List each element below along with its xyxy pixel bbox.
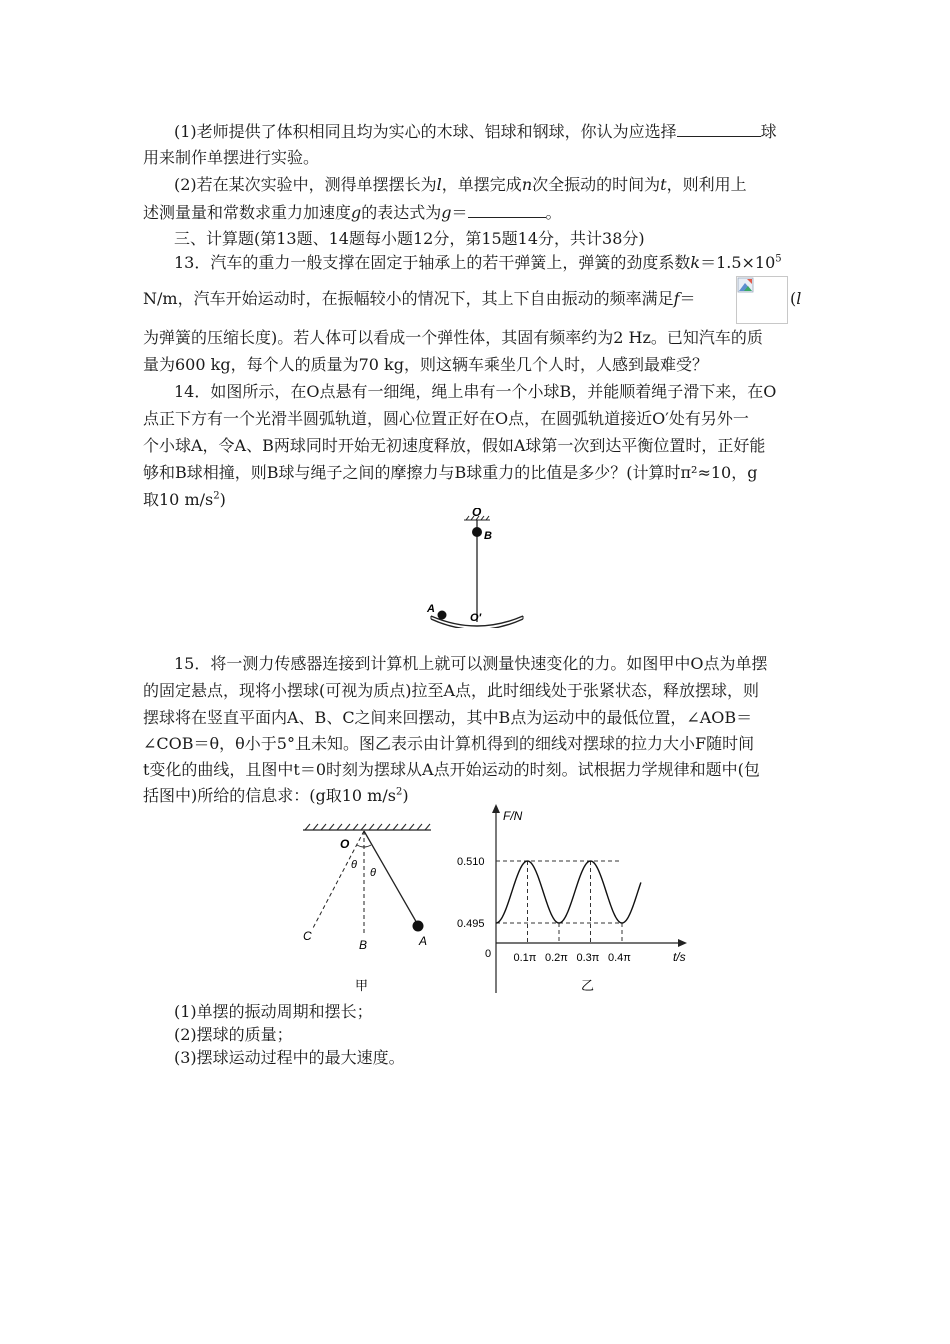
ball-B bbox=[472, 527, 482, 537]
q14-line2: 点正下方有一个光滑半圆弧轨道，圆心位置正好在O点，在圆弧轨道接近O′处有另外一 bbox=[143, 409, 749, 428]
label-A: A bbox=[427, 603, 435, 615]
q14-line4: 够和B球相撞，则B球与绳子之间的摩擦力与B球重力的比值是多少？(计算时π²≈10，g bbox=[143, 463, 758, 482]
x-axis-label: t/s bbox=[673, 950, 686, 964]
var-g2: g bbox=[441, 203, 452, 222]
ball-A bbox=[438, 611, 447, 620]
label-theta-1: θ bbox=[351, 859, 357, 871]
q15-line5: t变化的曲线，且图中t＝0时刻为摆球从A点开始运动的时刻。试根据力学规律和题中(包 bbox=[143, 760, 760, 779]
q13-k-exponent: 5 bbox=[775, 253, 782, 265]
pendulum-track-diagram bbox=[420, 508, 530, 628]
x-tick-label-1: 0.2π bbox=[545, 952, 568, 964]
var-g: g bbox=[351, 203, 362, 222]
var-k: k bbox=[690, 253, 701, 272]
caption-jia: 甲 bbox=[355, 978, 369, 993]
section-3-heading: 三、计算题(第13题、14题每小题12分，第15题14分，共计38分) bbox=[174, 229, 645, 248]
ball-A-jia bbox=[413, 921, 424, 932]
q12-p2-text-a: (2)若在某次实验中，测得单摆摆长为 bbox=[174, 175, 437, 194]
y-axis-label: F/N bbox=[503, 809, 523, 823]
q13-text-2: N/m，汽车开始运动时，在振幅较小的情况下，其上下自由振动的频率满足 bbox=[143, 289, 674, 308]
var-n: n bbox=[521, 175, 533, 194]
q13-f-eq: ＝ bbox=[679, 289, 696, 308]
y-tick-label-0: 0.510 bbox=[457, 856, 485, 868]
origin-label: 0 bbox=[485, 948, 492, 960]
q14-figure bbox=[420, 508, 530, 628]
label-O: O bbox=[472, 508, 482, 519]
y-axis-arrow bbox=[492, 804, 500, 813]
q13-k-value: ＝1.5×10 bbox=[700, 253, 776, 272]
var-f: f bbox=[673, 289, 680, 308]
q12-part2-line2 bbox=[143, 201, 808, 224]
q14-text-5: 取10 m/s bbox=[143, 490, 214, 509]
q12-part1-line1 bbox=[174, 120, 839, 143]
q12-p2-text-f: 的表达式为 bbox=[361, 203, 442, 222]
x-tick-label-2: 0.3π bbox=[576, 952, 600, 964]
q12-p2-eq: ＝ bbox=[451, 203, 468, 222]
q15-line2: 的固定悬点，现将小摆球(可视为质点)拉至A点，此时细线处于张紧状态，释放摆球，则 bbox=[143, 681, 760, 700]
line-OC bbox=[313, 831, 364, 928]
var-l-13: l bbox=[796, 289, 802, 308]
q15-sub3: (3)摆球运动过程中的最大速度。 bbox=[174, 1048, 405, 1067]
figure-jia bbox=[295, 818, 440, 998]
q13-line4: 量为600 kg，每个人的质量为70 kg，则这辆车乘坐几个人时，人感到最难受？ bbox=[143, 355, 708, 374]
label-O-jia: O bbox=[340, 837, 350, 851]
q14-line1: 14．如图所示，在O点悬有一细绳，绳上串有一个小球B，并能顺着绳子滑下来，在O bbox=[174, 382, 777, 401]
pendulum-diagram-jia bbox=[295, 818, 440, 998]
q12-part1-line2 bbox=[143, 147, 808, 169]
label-O-prime: O′ bbox=[470, 612, 482, 624]
x-tick-label-0: 0.1π bbox=[513, 952, 537, 964]
ceiling-hatch-jia bbox=[305, 824, 430, 830]
q15-sub2: (2)摆球的质量； bbox=[174, 1025, 293, 1044]
q14-paren-close: ) bbox=[219, 490, 226, 509]
q15-sub1: (1)单摆的振动周期和摆长； bbox=[174, 1002, 373, 1021]
q12-part2-line1 bbox=[174, 174, 839, 196]
q13-paren: ( bbox=[790, 289, 797, 308]
q15-line3: 摆球将在竖直平面内A、B、C之间来回摆动，其中B点为运动中的最低位置，∠AOB＝ bbox=[143, 708, 753, 727]
q14-line3: 个小球A，令A、B两球同时开始无初速度释放，假如A球第一次到达平衡位置时，正好能 bbox=[143, 436, 766, 455]
series-F-line bbox=[496, 861, 641, 923]
formula-image-placeholder bbox=[736, 276, 788, 324]
q13-line2 bbox=[143, 288, 808, 310]
q12-p2-text-b: ，单摆完成 bbox=[441, 175, 522, 194]
label-C: C bbox=[303, 929, 312, 943]
y-tick-label-1: 0.495 bbox=[457, 918, 485, 930]
q15-text-6: 括图中)所给的信息求：(g取10 m/s bbox=[143, 786, 396, 805]
q15-sup: 2 bbox=[395, 786, 403, 798]
q12-p2-text-d: ，则利用上 bbox=[666, 175, 747, 194]
q15-line4: ∠COB＝θ，θ小于5°且未知。图乙表示由计算机得到的细线对摆球的拉力大小F随时间 bbox=[143, 734, 755, 753]
q13-line2-tail bbox=[790, 288, 820, 310]
label-B: B bbox=[484, 530, 492, 542]
q15-paren-close: ) bbox=[402, 786, 409, 805]
q12-p2-end: 。 bbox=[545, 203, 562, 222]
q12-p1-cont: 用来制作单摆进行实验。 bbox=[143, 148, 320, 167]
q12-p1-text: (1)老师提供了体积相同且均为实心的木球、铝球和钢球，你认为应选择 bbox=[174, 122, 677, 141]
answer-blank-ball[interactable] bbox=[677, 120, 761, 137]
label-theta-2: θ bbox=[370, 867, 376, 879]
label-B-jia: B bbox=[359, 938, 368, 952]
q14-sup: 2 bbox=[213, 490, 220, 502]
q12-p2-text-c: 次全振动的时间为 bbox=[532, 175, 661, 194]
q12-p2-text-e: 述测量量和常数求重力加速度 bbox=[143, 203, 352, 222]
broken-image-icon bbox=[736, 276, 788, 324]
figure-yi bbox=[455, 800, 695, 1000]
q13-line1 bbox=[174, 252, 839, 274]
var-l: l bbox=[436, 175, 442, 194]
x-tick-label-3: 0.4π bbox=[608, 952, 631, 964]
caption-yi: 乙 bbox=[581, 978, 595, 993]
label-A-jia: A bbox=[419, 934, 428, 948]
q13-text-1: 13．汽车的重力一般支撑在固定于轴承上的若干弹簧上，弹簧的劲度系数 bbox=[174, 253, 691, 272]
var-t: t bbox=[660, 175, 667, 194]
x-axis-arrow bbox=[678, 939, 687, 947]
q13-line3: 为弹簧的压缩长度)。若人体可以看成一个弹性体，其固有频率约为2 Hz。已知汽车的质 bbox=[143, 328, 763, 347]
q15-line1: 15．将一测力传感器连接到计算机上就可以测量快速变化的力。如图甲中O点为单摆 bbox=[174, 654, 768, 673]
q12-p1-suffix: 球 bbox=[760, 122, 777, 141]
answer-blank-g-expression[interactable] bbox=[468, 201, 546, 218]
force-time-chart bbox=[455, 800, 695, 1000]
